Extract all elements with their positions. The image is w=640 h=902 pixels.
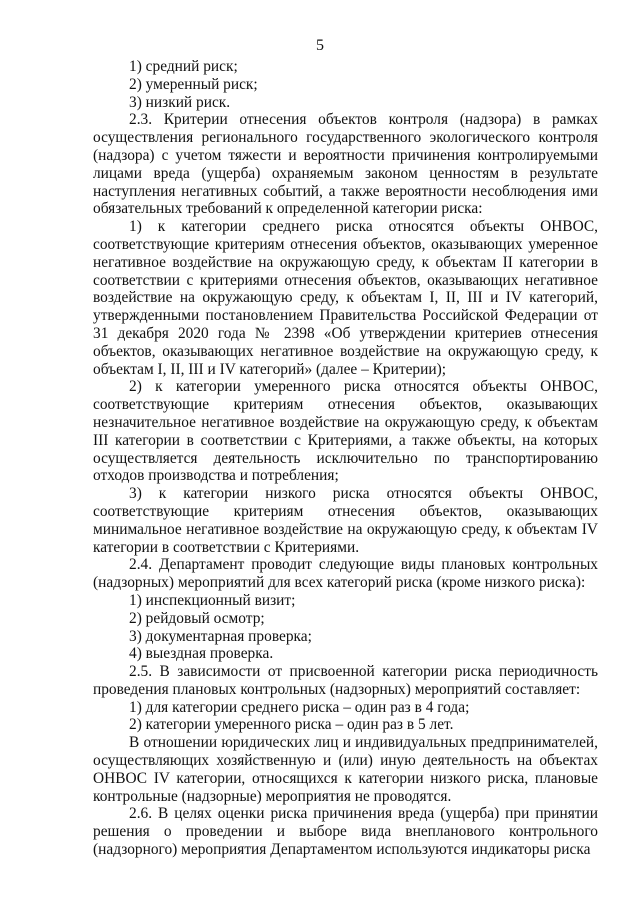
inspection-type-item: 3) документарная проверка; bbox=[129, 627, 312, 645]
periodicity-item: 1) для категории среднего риска – один раз в 4 года; bbox=[129, 698, 470, 716]
moderate-risk-criteria: 2) к категории умеренного риска относятся объекты ОНВОС, соответствующие критериям отнесения объектов, оказывающих незначительное негативное воздействие на окружающую среду, к объектам III категории в соответствии с Критериями, а также объекты, на которых осуществляется деятельность исключительно по транспортированию отходов производства и потребления; bbox=[93, 378, 598, 485]
inspection-type-item: 1) инспекционный визит; bbox=[129, 591, 296, 609]
risk-category-item: 2) умеренный риск; bbox=[129, 75, 258, 93]
low-risk-criteria: 3) к категории низкого риска относятся объекты ОНВОС, соответствующие критериям отнесения объектов, оказывающих минимальное негативное воздействие на окружающую среду, к объектам IV категории в соответствии с Критериями. bbox=[93, 485, 598, 556]
low-risk-note: В отношении юридических лиц и индивидуальных предпринимателей, осуществляющих хозяйственную и (или) иную деятельность на объектах ОНВОС IV категории, относящихся к категории низкого риска, плановые контрольные (надзорные) мероприятия не проводятся. bbox=[93, 734, 598, 805]
document-body bbox=[93, 58, 598, 859]
risk-category-item: 1) средний риск; bbox=[129, 58, 238, 75]
page-number: 5 bbox=[316, 37, 324, 54]
risk-category-item: 3) низкий риск. bbox=[129, 93, 231, 111]
inspection-type-item: 4) выездная проверка. bbox=[129, 645, 274, 663]
periodicity-item: 2) категории умеренного риска – один раз в 5 лет. bbox=[129, 716, 454, 734]
inspection-type-item: 2) рейдовый осмотр; bbox=[129, 609, 265, 627]
paragraph-2-5: 2.5. В зависимости от присвоенной категории риска периодичность проведения плановых контрольных (надзорных) мероприятий составляет: bbox=[93, 663, 598, 698]
paragraph-2-3: 2.3. Критерии отнесения объектов контроля (надзора) в рамках осуществления регионального государственного экологического контроля (надзора) с учетом тяжести и вероятности причинения контролируемыми лицами вреда (ущерба) охраняемым законом ценностям в результате наступления негативных событий, а также вероятности несоблюдения ими обязательных требований к определенной категории риска: bbox=[93, 111, 598, 218]
medium-risk-criteria: 1) к категории среднего риска относятся объекты ОНВОС, соответствующие критериям отнесения объектов, оказывающих умеренное негативное воздействие на окружающую среду, к объектам II категории в соответствии с критериями отнесения объектов, оказывающих негативное воздействие на окружающую среду, к объектам I, II, III и IV категорий, утвержденными постановлением Правительства Российской Федерации от 31 декабря 2020 года № 2398 «Об утверждении критериев отнесения объектов, оказывающих негативное воздействие на окружающую среду, к объектам I, II, III и IV категорий» (далее – Критерии); bbox=[93, 218, 598, 378]
paragraph-2-6: 2.6. В целях оценки риска причинения вреда (ущерба) при принятии решения о проведении и выборе вида внепланового контрольного (надзорного) мероприятия Департаментом используются индикаторы риска bbox=[93, 805, 598, 859]
paragraph-2-4: 2.4. Департамент проводит следующие виды плановых контрольных (надзорных) мероприятий для всех категорий риска (кроме низкого риска): bbox=[93, 556, 598, 592]
